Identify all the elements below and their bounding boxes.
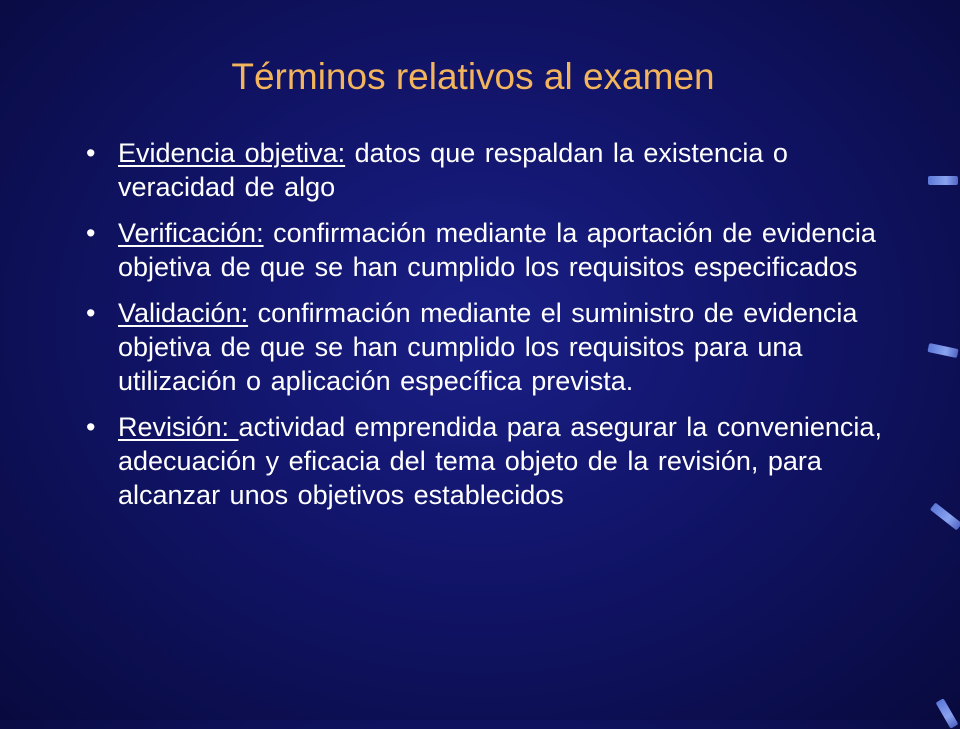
- term-label: Evidencia objetiva:: [118, 138, 346, 168]
- term-label: Verificación:: [118, 218, 264, 248]
- bullet-item-validacion: [86, 296, 886, 398]
- decorative-bar: [936, 698, 959, 728]
- bullet-marker: •: [86, 412, 96, 442]
- bullet-marker: •: [86, 298, 96, 328]
- bullet-item-evidencia-objetiva: [86, 136, 886, 204]
- term-definition: actividad emprendida para asegurar la conveniencia, adecuación y eficacia del tema objeto de la revisión, para alcanzar unos objetivos establecidos: [118, 412, 882, 510]
- bullet-item-verificacion: [86, 216, 886, 284]
- term-definition: confirmación mediante la aportación de evidencia objetiva de que se han cumplido los requisitos especificados: [118, 218, 876, 282]
- decorative-bar: [930, 502, 960, 530]
- bullet-list: [86, 136, 886, 524]
- slide-title: Términos relativos al examen: [231, 56, 715, 97]
- decorative-bar: [927, 343, 958, 358]
- bullet-item-revision: [86, 410, 886, 512]
- bullet-marker: •: [86, 218, 96, 248]
- term-label: Validación:: [118, 298, 249, 328]
- bullet-marker: •: [86, 138, 96, 168]
- term-definition: datos que respaldan la existencia o veracidad de algo: [118, 138, 788, 202]
- term-definition: confirmación mediante el suministro de evidencia objetiva de que se han cumplido los requisitos para una utilización o aplicación específica prevista.: [118, 298, 858, 396]
- term-label: Revisión:: [118, 412, 239, 442]
- decorative-bar: [928, 176, 958, 185]
